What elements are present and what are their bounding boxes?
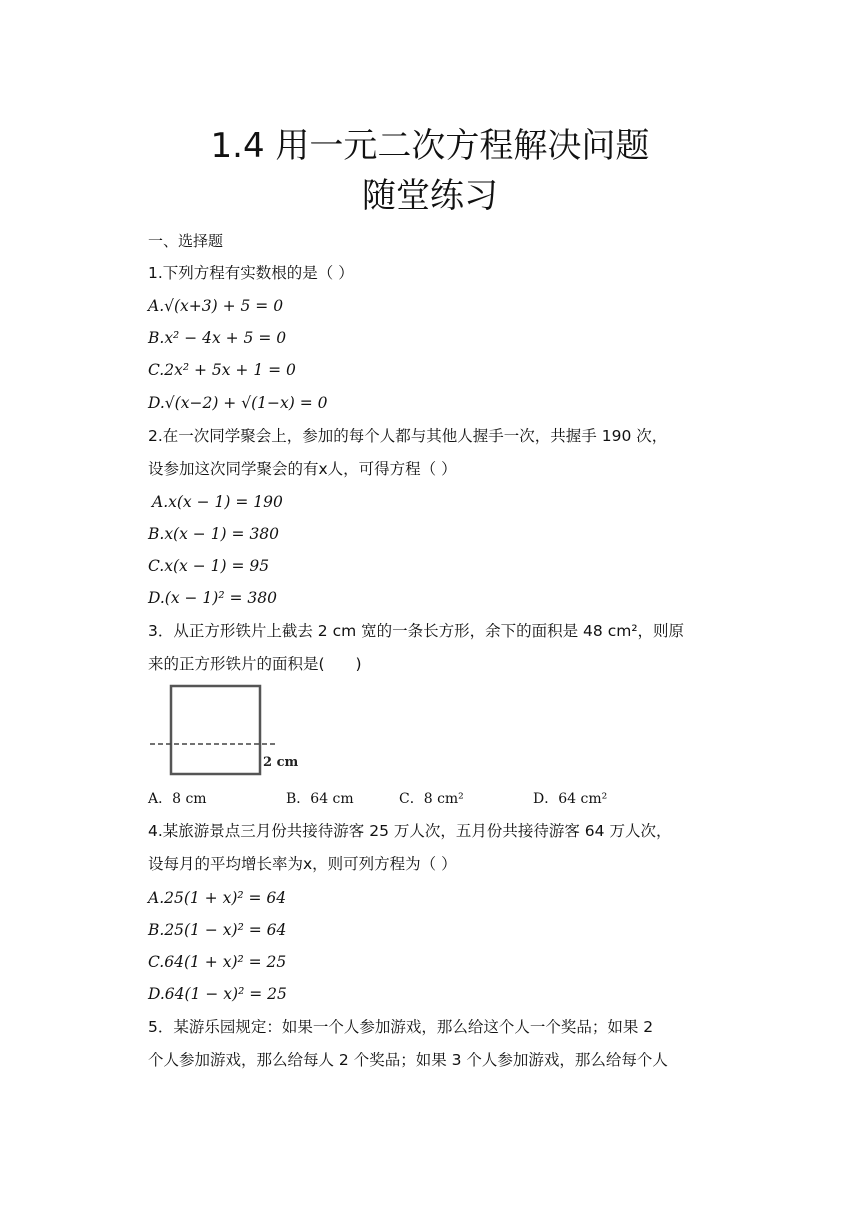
question-4-stem-line-1: 4.某旅游景点三月份共接待游客 25 万人次，五月份共接待游客 64 万人次， [148,822,672,840]
document-subtitle: 随堂练习 [362,176,498,216]
question-1-option-a: A.√(x+3) + 5 = 0 [148,297,284,315]
question-4-stem-line-2: 设每月的平均增长率为x，则可列方程为（ ） [148,855,457,873]
figure-width-label: 2 cm [263,755,299,770]
question-3-option-d: D．64 cm² [533,791,608,807]
square-sheet-figure [148,682,308,778]
question-3-option-b: B．64 cm [286,791,354,807]
question-2-stem-line-1: 2.在一次同学聚会上，参加的每个人都与其他人握手一次，共握手 190 次， [148,427,668,445]
square-outline [171,686,260,774]
question-3-option-c: C．8 cm² [399,791,464,807]
question-2-option-c: C.x(x − 1) = 95 [148,557,270,575]
question-3-stem-line-2: 来的正方形铁片的面积是( ) [148,655,362,673]
question-3-option-a: A．8 cm [148,791,207,807]
question-4-option-d: D.64(1 − x)² = 25 [148,985,287,1003]
question-2-stem-line-2: 设参加这次同学聚会的有x人，可得方程（ ） [148,460,457,478]
section-heading: 一、选择题 [148,232,224,250]
question-5-stem-line-2: 个人参加游戏，那么给每人 2 个奖品；如果 3 个人参加游戏，那么给每个人 [148,1051,668,1069]
question-1-option-b: B.x² − 4x + 5 = 0 [148,329,287,347]
question-1-stem: 1.下列方程有实数根的是（ ） [148,264,354,282]
question-1-option-d: D.√(x−2) + √(1−x) = 0 [148,394,328,412]
question-1-option-c: C.2x² + 5x + 1 = 0 [148,361,296,379]
question-4-option-a: A.25(1 + x)² = 64 [148,889,287,907]
question-4-option-b: B.25(1 − x)² = 64 [148,921,287,939]
question-2-option-b: B.x(x − 1) = 380 [148,525,280,543]
question-2-option-d: D.(x − 1)² = 380 [148,589,277,607]
question-3-stem-line-1: 3．从正方形铁片上截去 2 cm 宽的一条长方形，余下的面积是 48 cm²，则原 [148,622,685,640]
question-5-stem-line-1: 5．某游乐园规定：如果一个人参加游戏，那么给这个人一个奖品；如果 2 [148,1018,654,1036]
question-2-option-a: A.x(x − 1) = 190 [152,493,283,511]
document-title: 1.4 用一元二次方程解决问题 [210,126,650,166]
question-4-option-c: C.64(1 + x)² = 25 [148,953,287,971]
